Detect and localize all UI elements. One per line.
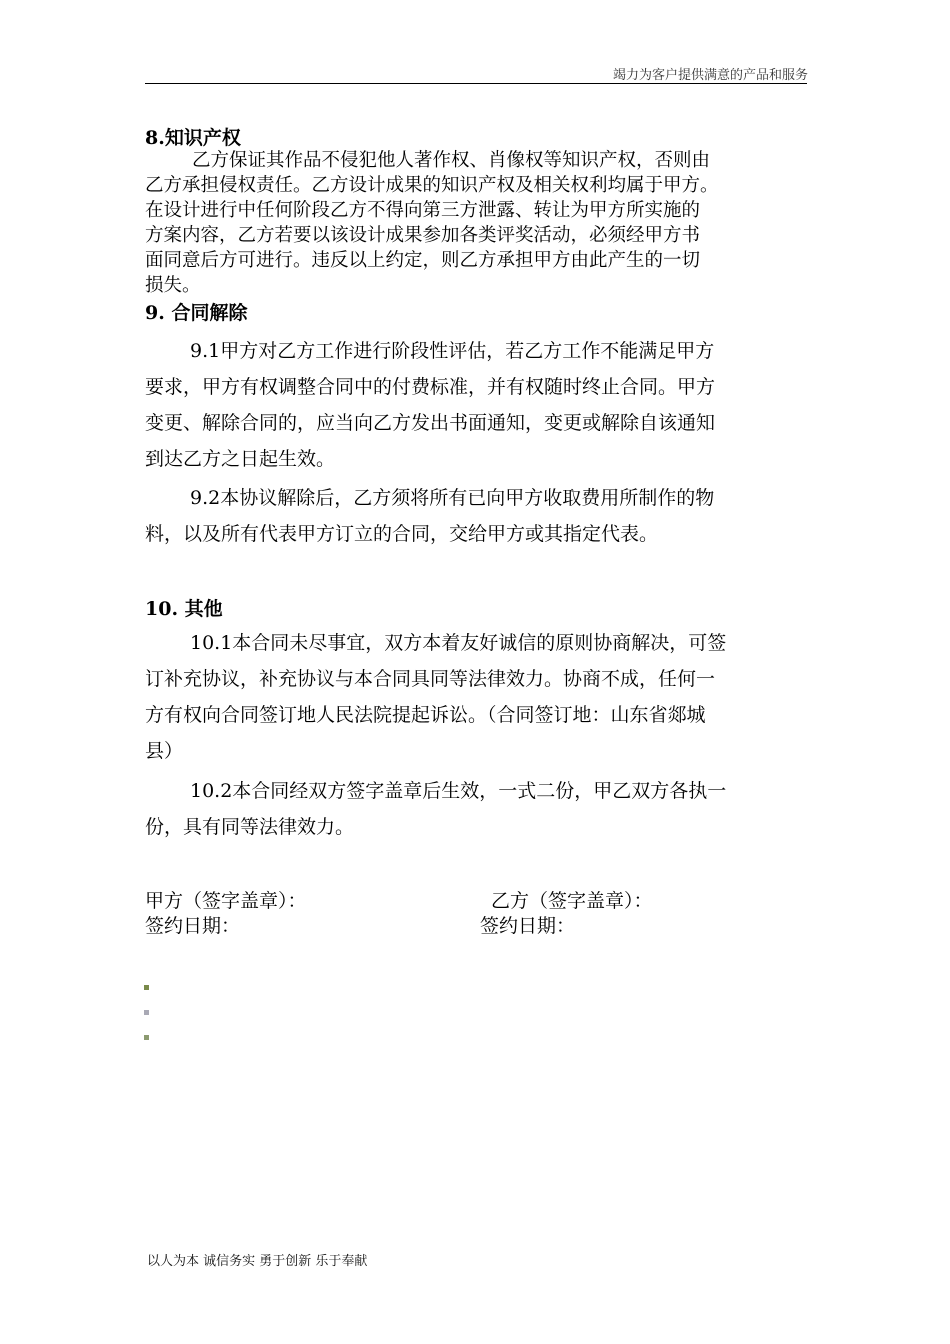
section-8-line-3: 在设计进行中任何阶段乙方不得向第三方泄露、转让为甲方所实施的 — [145, 200, 701, 221]
section-9-line-3: 变更、解除合同的，应当向乙方发出书面通知，变更或解除自该通知 — [145, 412, 716, 434]
section-10-line-2: 订补充协议，补充协议与本合同具同等法律效力。协商不成，任何一 — [145, 668, 716, 690]
section-10-line-1: 10.1本合同未尽事宜，双方本着友好诚信的原则协商解决，可签 — [190, 632, 727, 654]
party-b-signature-label: 乙方（签字盖章）： — [491, 890, 653, 912]
small-image-mark — [144, 985, 149, 990]
party-b-date-label: 签约日期： — [480, 915, 576, 937]
section-10-heading: 10. 其他 — [145, 598, 223, 620]
party-a-date-label: 签约日期： — [145, 915, 241, 937]
section-8-line-4: 方案内容，乙方若要以该设计成果参加各类评奖活动，必须经甲方书 — [145, 225, 701, 246]
small-image-mark — [144, 1010, 149, 1015]
section-9-line-4: 到达乙方之日起生效。 — [145, 448, 336, 470]
party-a-signature-label: 甲方（签字盖章）： — [145, 890, 307, 912]
header-slogan: 竭力为客户提供满意的产品和服务 — [612, 68, 808, 83]
section-10-line-4: 县） — [145, 740, 184, 762]
section-8-line-6: 损失。 — [145, 275, 201, 296]
section-9-line-6: 料，以及所有代表甲方订立的合同，交给甲方或其指定代表。 — [145, 523, 659, 545]
section-9-line-5: 9.2本协议解除后，乙方须将所有已向甲方收取费用所制作的物 — [190, 487, 715, 509]
small-image-mark — [144, 1035, 149, 1040]
section-8-heading: 8.知识产权 — [145, 127, 241, 149]
section-10-line-3: 方有权向合同签订地人民法院提起诉讼。（合同签订地：山东省郯城 — [145, 704, 706, 726]
section-9-heading: 9. 合同解除 — [145, 302, 248, 324]
section-10-line-6: 份，具有同等法律效力。 — [145, 816, 355, 838]
section-8-line-1: 乙方保证其作品不侵犯他人著作权、肖像权等知识产权，否则由 — [192, 150, 711, 171]
footer-motto: 以人为本 诚信务实 勇于创新 乐于奉献 — [147, 1254, 368, 1269]
section-8-line-5: 面同意后方可进行。违反以上约定，则乙方承担甲方由此产生的一切 — [145, 250, 701, 271]
section-9-line-2: 要求，甲方有权调整合同中的付费标准，并有权随时终止合同。甲方 — [145, 376, 716, 398]
header-rule — [145, 83, 807, 84]
section-8-line-2: 乙方承担侵权责任。乙方设计成果的知识产权及相关权利均属于甲方。 — [145, 175, 719, 196]
section-10-line-5: 10.2本合同经双方签字盖章后生效，一式二份，甲乙双方各执一 — [190, 780, 727, 802]
section-9-line-1: 9.1甲方对乙方工作进行阶段性评估，若乙方工作不能满足甲方 — [190, 340, 715, 362]
